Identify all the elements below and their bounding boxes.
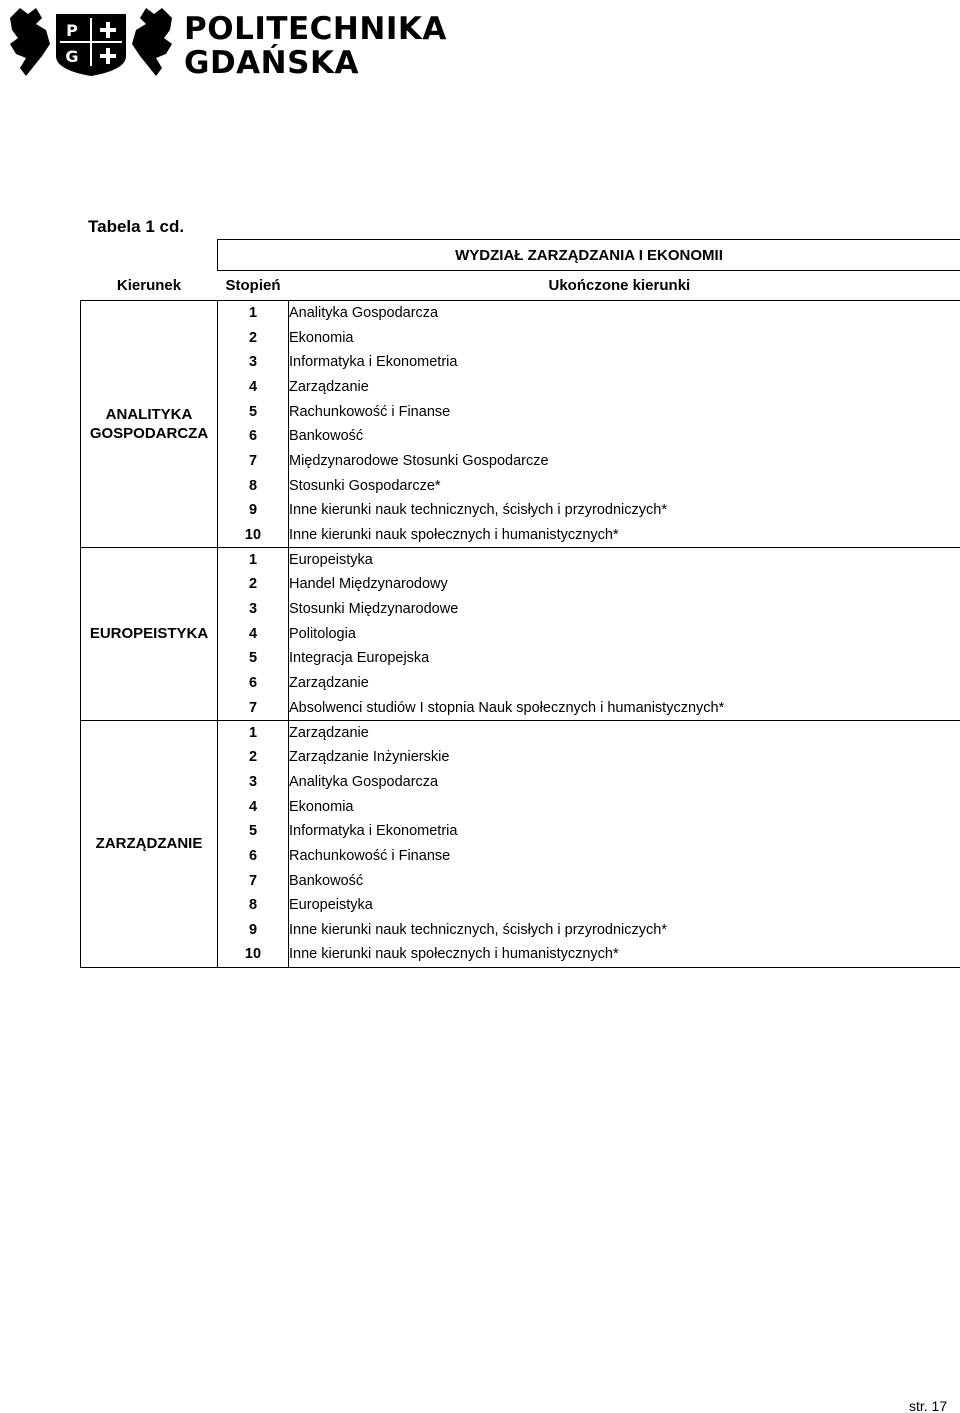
table-row: [81, 547, 960, 572]
row-number: 2: [248, 329, 258, 346]
course-name: Bankowość: [289, 424, 960, 449]
row-number: 4: [248, 625, 258, 642]
row-number: 2: [248, 576, 258, 593]
courses-table: [80, 239, 960, 968]
row-number: 10: [218, 523, 289, 548]
table-row: [81, 720, 960, 745]
row-number: 5: [248, 403, 258, 420]
row-number: 6: [248, 847, 258, 864]
row-number: 3: [248, 354, 258, 371]
university-name: [184, 12, 447, 80]
row-number: 3: [248, 773, 258, 790]
course-name: Europeistyka: [289, 893, 960, 918]
course-name: Ekonomia: [289, 325, 960, 350]
course-name: Inne kierunki nauk społecznych i humanistycznych*: [289, 523, 960, 548]
university-logo: [6, 4, 447, 81]
course-name: Międzynarodowe Stosunki Gospodarcze: [289, 449, 960, 474]
course-name: Zarządzanie Inżynierskie: [289, 745, 960, 770]
faculty-header: WYDZIAŁ ZARZĄDZANIA I EKONOMII: [218, 240, 960, 271]
row-number: 8: [248, 897, 258, 914]
row-number: 9: [248, 502, 258, 519]
course-name: Informatyka i Ekonometria: [289, 350, 960, 375]
university-name-line1: POLITECHNIKA: [184, 11, 447, 47]
course-name: Absolwenci studiów I stopnia Nauk społecznych i humanistycznych*: [289, 696, 960, 721]
row-number: 10: [218, 942, 289, 967]
course-name: Zarządzanie: [289, 671, 960, 696]
course-name: Analityka Gospodarcza: [289, 301, 960, 326]
course-name: Zarządzanie: [289, 720, 960, 745]
course-name: Inne kierunki nauk technicznych, ścisłych i przyrodniczych*: [289, 918, 960, 943]
row-number: 8: [248, 477, 258, 494]
header-kierunek: Kierunek: [81, 271, 218, 301]
course-name: Zarządzanie: [289, 375, 960, 400]
course-name: Integracja Europejska: [289, 646, 960, 671]
row-number: 4: [248, 378, 258, 395]
course-name: Inne kierunki nauk technicznych, ścisłych i przyrodniczych*: [289, 498, 960, 523]
kierunek-cell: EUROPEISTYKA: [81, 547, 218, 720]
row-number: 7: [218, 696, 289, 721]
table-caption: Tabela 1 cd.: [88, 217, 185, 236]
course-name: Rachunkowość i Finanse: [289, 844, 960, 869]
row-number: 7: [248, 452, 258, 469]
row-number: 4: [248, 798, 258, 815]
emblem-letter-p: P: [66, 21, 78, 40]
row-number: 5: [248, 650, 258, 667]
university-name-line2: GDAŃSKA: [184, 45, 359, 81]
row-number: 9: [248, 922, 258, 939]
course-name: Ekonomia: [289, 794, 960, 819]
course-name: Inne kierunki nauk społecznych i humanistycznych*: [289, 942, 960, 967]
header-ukonczone: Ukończone kierunki: [289, 271, 960, 301]
course-name: Bankowość: [289, 868, 960, 893]
header-stopien: Stopień: [218, 271, 289, 301]
row-number: 1: [248, 551, 258, 568]
page-number: str. 17: [909, 1398, 948, 1413]
course-name: Handel Międzynarodowy: [289, 572, 960, 597]
emblem-letter-g: G: [65, 47, 79, 66]
table-row: [81, 301, 960, 326]
course-name: Analityka Gospodarcza: [289, 770, 960, 795]
course-name: Europeistyka: [289, 547, 960, 572]
course-name: Rachunkowość i Finanse: [289, 399, 960, 424]
row-number: 7: [248, 872, 258, 889]
row-number: 1: [248, 724, 258, 741]
row-number: 6: [248, 428, 258, 445]
course-name: Stosunki Międzynarodowe: [289, 597, 960, 622]
row-number: 3: [248, 601, 258, 618]
course-name: Politologia: [289, 621, 960, 646]
griffin-emblem-icon: [6, 4, 176, 80]
row-number: 6: [248, 675, 258, 692]
kierunek-cell: ZARZĄDZANIE: [81, 720, 218, 967]
row-number: 5: [248, 823, 258, 840]
row-number: 1: [248, 305, 258, 322]
course-name: Informatyka i Ekonometria: [289, 819, 960, 844]
course-name: Stosunki Gospodarcze*: [289, 473, 960, 498]
kierunek-cell: ANALITYKA GOSPODARCZA: [81, 301, 218, 548]
row-number: 2: [248, 749, 258, 766]
